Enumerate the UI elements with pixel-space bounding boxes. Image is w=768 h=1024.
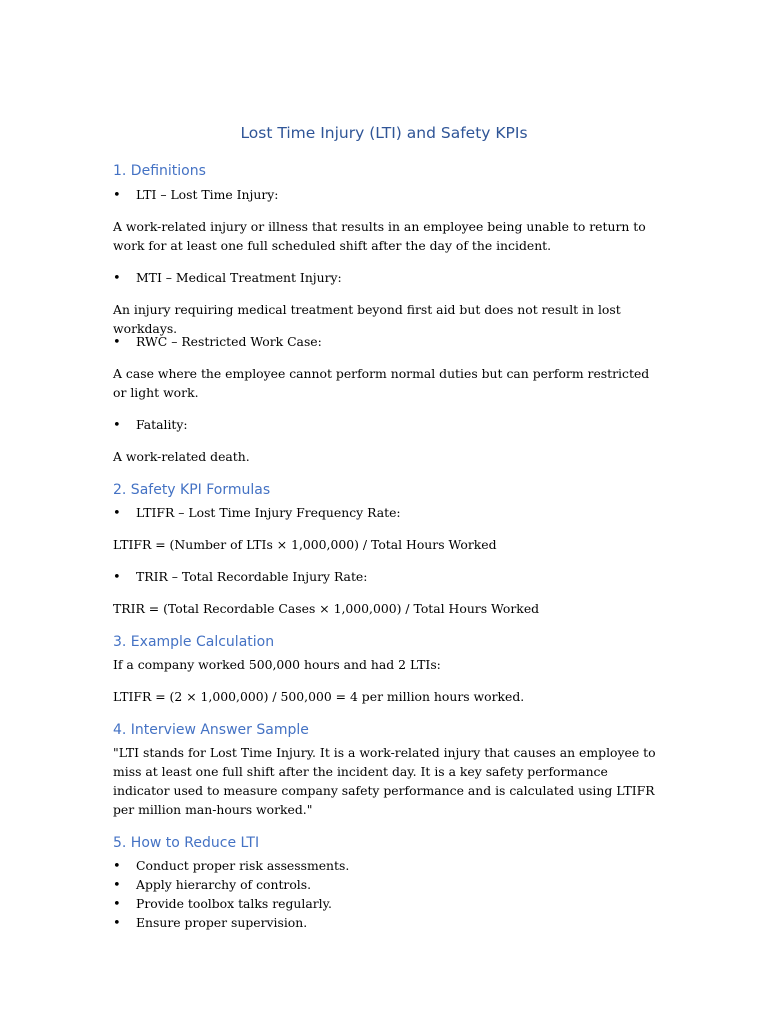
- bullet-text: TRIR – Total Recordable Injury Rate:: [136, 569, 368, 584]
- bullet-item: [113, 894, 332, 914]
- bullet-icon: •: [113, 570, 121, 585]
- bullet-text: RWC – Restricted Work Case:: [136, 334, 322, 349]
- bullet-item: [113, 332, 322, 352]
- bullet-item: [113, 503, 401, 523]
- section-heading-example: 3. Example Calculation: [113, 634, 275, 650]
- section-heading-interview: 4. Interview Answer Sample: [113, 722, 309, 738]
- bullet-icon: •: [113, 271, 121, 286]
- definition-paragraph: A work-related death.: [113, 449, 250, 464]
- bullet-item: [113, 875, 311, 895]
- example-paragraph: If a company worked 500,000 hours and had 2 LTIs:: [113, 657, 441, 672]
- bullet-item: [113, 567, 367, 587]
- bullet-text: LTI – Lost Time Injury:: [136, 187, 279, 202]
- bullet-text: Fatality:: [136, 417, 188, 432]
- document-title: Lost Time Injury (LTI) and Safety KPIs: [240, 124, 528, 142]
- bullet-item: [113, 913, 307, 933]
- bullet-icon: •: [113, 506, 121, 521]
- bullet-text: LTIFR – Lost Time Injury Frequency Rate:: [136, 505, 401, 520]
- bullet-item: [113, 268, 342, 288]
- bullet-icon: •: [113, 859, 121, 874]
- interview-paragraph: "LTI stands for Lost Time Injury. It is a work-related injury that causes an employee to miss at least one full shift after the incident day. It is a key safety performance indicator used to measure company safety performance and is calculated using LTIFR per million man-hours worked.": [113, 745, 656, 817]
- example-paragraph: LTIFR = (2 × 1,000,000) / 500,000 = 4 per million hours worked.: [113, 689, 525, 704]
- formula-paragraph: LTIFR = (Number of LTIs × 1,000,000) / Total Hours Worked: [113, 537, 497, 552]
- section-heading-reduce: 5. How to Reduce LTI: [113, 835, 260, 851]
- bullet-icon: •: [113, 188, 121, 203]
- bullet-text: Ensure proper supervision.: [136, 915, 308, 930]
- bullet-item: [113, 415, 188, 435]
- formula-paragraph: TRIR = (Total Recordable Cases × 1,000,000) / Total Hours Worked: [113, 601, 540, 616]
- bullet-icon: •: [113, 418, 121, 433]
- bullet-text: Conduct proper risk assessments.: [136, 858, 350, 873]
- section-heading-definitions: 1. Definitions: [113, 163, 206, 179]
- section-heading-formulas: 2. Safety KPI Formulas: [113, 482, 271, 498]
- bullet-text: Apply hierarchy of controls.: [136, 877, 312, 892]
- bullet-icon: •: [113, 897, 121, 912]
- bullet-icon: •: [113, 878, 121, 893]
- definition-paragraph: A case where the employee cannot perform normal duties but can perform restricted or light work.: [113, 366, 650, 400]
- bullet-icon: •: [113, 335, 121, 350]
- bullet-item: [113, 856, 349, 876]
- bullet-icon: •: [113, 916, 121, 931]
- bullet-item: [113, 185, 278, 205]
- bullet-text: MTI – Medical Treatment Injury:: [136, 270, 342, 285]
- definition-paragraph: A work-related injury or illness that results in an employee being unable to return to work for at least one full scheduled shift after the day of the incident.: [113, 219, 646, 253]
- definition-paragraph: An injury requiring medical treatment beyond first aid but does not result in lost workdays.: [113, 302, 621, 336]
- bullet-text: Provide toolbox talks regularly.: [136, 896, 332, 911]
